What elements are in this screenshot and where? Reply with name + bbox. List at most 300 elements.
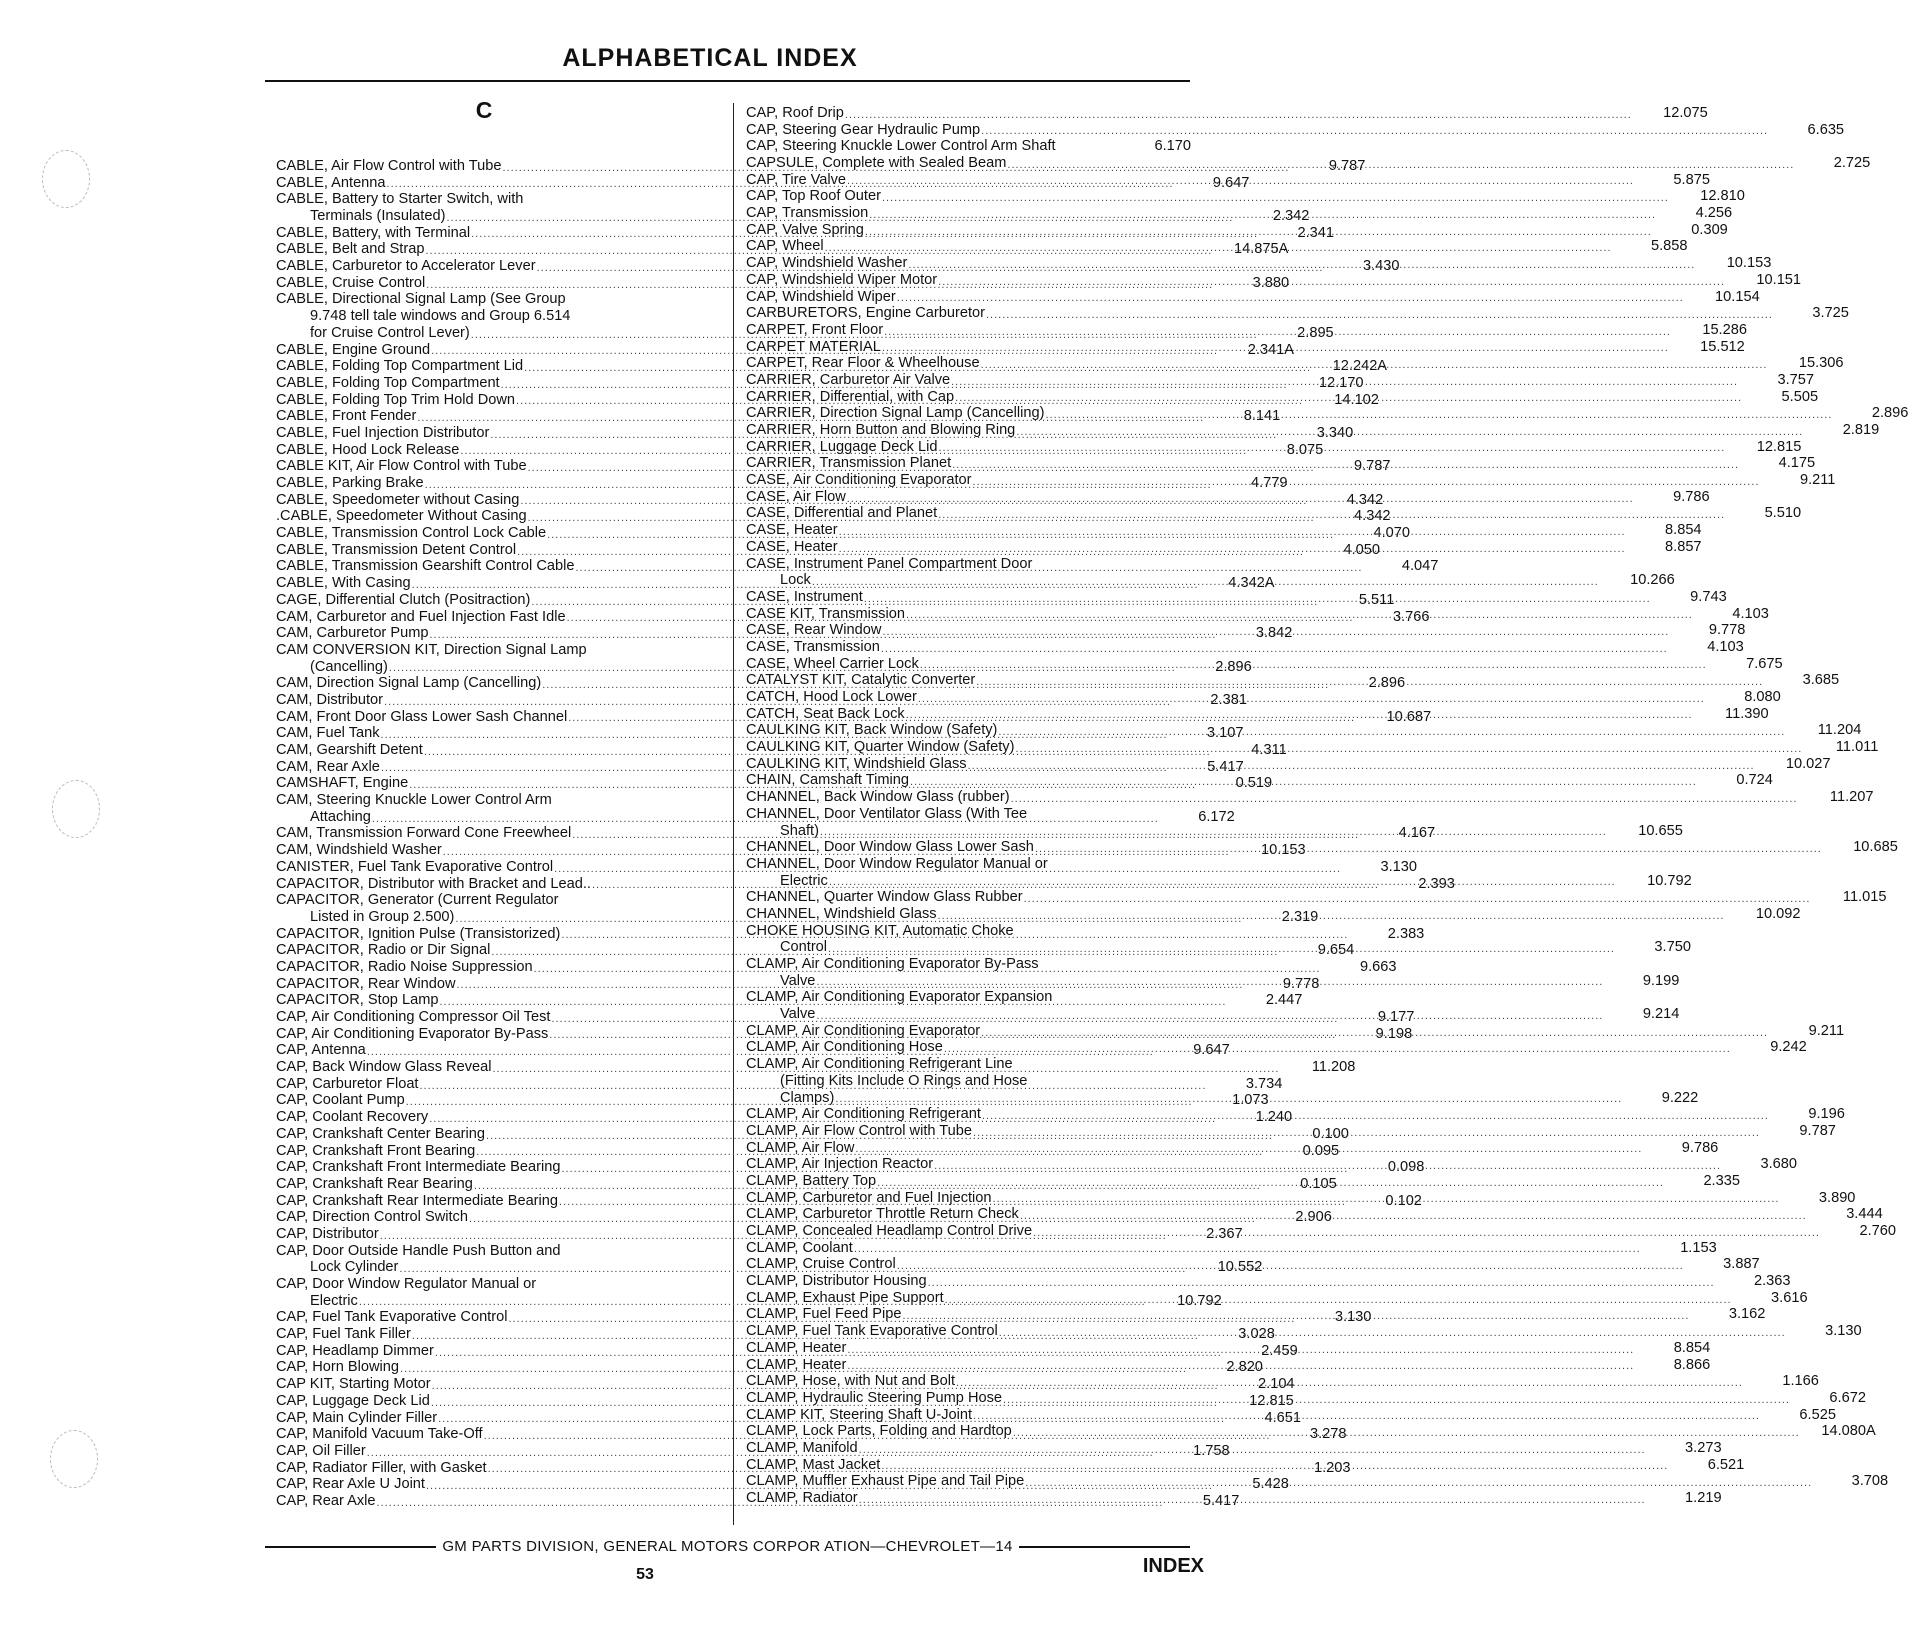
entry-reference: 8.854 (1673, 1339, 1711, 1356)
entry-reference: 12.242A (1332, 358, 1388, 375)
dot-leader (938, 441, 1725, 455)
entry-name: CLAMP, Air Conditioning Refrigerant (746, 1106, 981, 1123)
dot-leader (859, 1443, 1646, 1457)
entry-name: CLAMP, Distributor Housing (746, 1273, 927, 1290)
dot-leader (973, 1126, 1760, 1140)
entry-reference: 3.890 (1818, 1189, 1856, 1206)
entry-name: CLAMP, Carburetor and Fuel Injection (746, 1189, 992, 1206)
dot-leader (845, 108, 1632, 122)
dot-leader (839, 542, 1626, 556)
index-entry (276, 292, 722, 309)
entry-name: Terminals (Insulated) (310, 208, 446, 225)
index-entry (746, 188, 1745, 205)
index-entry (276, 892, 722, 909)
entry-reference: 4.311 (1251, 742, 1287, 759)
entry-name: CAM, Direction Signal Lamp (Cancelling) (276, 675, 542, 692)
entry-name: CAP, Transmission (746, 205, 869, 222)
index-entry (276, 308, 722, 325)
index-entry (276, 191, 722, 208)
index-entry (746, 956, 1191, 973)
entry-name: CAP, Steering Gear Hydraulic Pump (746, 121, 981, 138)
entry-name: CAP, Valve Spring (746, 221, 864, 238)
entry-name: CLAMP, Heater (746, 1356, 847, 1373)
entry-name: CAM, Carburetor Pump (276, 625, 429, 642)
entry-reference: 10.687 (1386, 708, 1432, 725)
entry-name: CLAMP, Hose, with Nut and Bolt (746, 1373, 956, 1390)
dot-leader (884, 325, 1671, 339)
entry-name: CARRIER, Carburetor Air Valve (746, 371, 951, 388)
entry-name: CAM, Distributor (276, 691, 384, 708)
entry-name: Listed in Group 2.500) (310, 908, 455, 925)
entry-reference: 2.335 (1703, 1172, 1740, 1189)
dot-leader (955, 391, 1742, 405)
entry-reference: 3.107 (1206, 725, 1244, 742)
entry-name: CANISTER, Fuel Tank Evaporative Control (276, 858, 554, 875)
entry-reference: 11.011 (1835, 739, 1879, 756)
entry-name: CHANNEL, Quarter Window Glass Rubber (746, 889, 1023, 906)
entry-name: CAP, Roof Drip (746, 104, 844, 121)
entry-name: CAPACITOR, Distributor with Bracket and Lead.. (276, 875, 591, 892)
entry-reference: 0.098 (1387, 1159, 1425, 1176)
dot-leader (1033, 1226, 1820, 1240)
entry-name: CHANNEL, Door Ventilator Glass (With Tee (746, 805, 1028, 822)
dot-leader (1020, 1209, 1807, 1223)
entry-reference: 3.028 (1238, 1326, 1275, 1343)
entry-name: Shaft) (780, 822, 819, 839)
entry-reference: 4.342A (1228, 575, 1275, 592)
dot-leader (928, 1276, 1715, 1290)
entry-name: CAP, Fuel Tank Evaporative Control (276, 1309, 508, 1326)
dot-leader (973, 475, 1760, 489)
entry-name: CAM, Fuel Tank (276, 725, 380, 742)
entry-reference: 3.278 (1309, 1426, 1347, 1443)
dot-leader (938, 275, 1725, 289)
entry-reference: 4.651 (1264, 1409, 1302, 1426)
entry-name: CAP, Windshield Wiper Motor (746, 271, 938, 288)
entry-name: CAP, Back Window Glass Reveal (276, 1059, 492, 1076)
entry-reference: 9.199 (1642, 972, 1680, 989)
entry-reference: 11.208 (1311, 1059, 1356, 1076)
entry-reference: 11.390 (1725, 705, 1769, 722)
entry-reference: 10.092 (1755, 905, 1801, 922)
dot-leader (859, 1493, 1646, 1507)
entry-name: CASE, Heater (746, 522, 838, 539)
entry-name: CABLE, Antenna (276, 174, 386, 191)
entry-reference: 9.663 (1359, 958, 1397, 975)
entry-reference: 5.428 (1252, 1476, 1289, 1493)
entry-reference: 6.635 (1807, 121, 1845, 138)
entry-reference: 9.778 (1708, 622, 1746, 639)
dot-leader (981, 358, 1768, 372)
entry-name: (Cancelling) (310, 658, 388, 675)
entry-name: Control (780, 939, 828, 956)
dot-leader (829, 875, 1616, 889)
entry-name: CAMSHAFT, Engine (276, 775, 409, 792)
entry-name: CATALYST KIT, Catalytic Converter (746, 672, 976, 689)
entry-reference: 9.647 (1193, 1042, 1230, 1059)
index-entry (746, 138, 1191, 155)
dot-leader (897, 291, 1684, 305)
entry-reference: 4.167 (1398, 825, 1436, 842)
dot-leader (945, 1293, 1732, 1307)
entry-name: CABLE, Transmission Gearshift Control Cable (276, 558, 575, 575)
dot-leader (968, 759, 1755, 773)
entry-name: CAP, Crankshaft Center Bearing (276, 1125, 486, 1142)
entry-reference: 9.211 (1799, 472, 1836, 489)
entry-name: CAPACITOR, Radio Noise Suppression (276, 958, 533, 975)
entry-name: Lock Cylinder (310, 1259, 399, 1276)
entry-name: CAPACITOR, Stop Lamp (276, 992, 439, 1009)
entry-name: CAP, Rear Axle U Joint (276, 1476, 425, 1493)
dot-leader (906, 708, 1693, 722)
entry-name: CARPET MATERIAL (746, 338, 881, 355)
entry-name: Valve (780, 1006, 816, 1023)
entry-name: Lock (780, 572, 811, 589)
entry-reference: 2.459 (1261, 1342, 1298, 1359)
entry-reference: 5.511 (1358, 591, 1395, 608)
entry-name: CABLE, Folding Top Trim Hold Down (276, 391, 516, 408)
entry-name: CARRIER, Transmission Planet (746, 455, 952, 472)
entry-name: CLAMP, Heater (746, 1339, 847, 1356)
dot-leader (877, 1176, 1664, 1190)
dot-leader (825, 241, 1612, 255)
index-entry (276, 642, 722, 659)
entry-name: CABLE KIT, Air Flow Control with Tube (276, 458, 527, 475)
entry-name: Electric (780, 872, 828, 889)
entry-reference: 10.685 (1853, 839, 1898, 856)
entry-name: CLAMP, Air Injection Reactor (746, 1156, 934, 1173)
entry-name: CABLE, Fuel Injection Distributor (276, 424, 490, 441)
entry-reference: 4.103 (1707, 638, 1744, 655)
entry-reference: 9.787 (1354, 458, 1391, 475)
entry-name: CHANNEL, Door Window Regulator Manual or (746, 855, 1048, 872)
dot-leader (938, 909, 1725, 923)
entry-reference: 10.154 (1715, 288, 1760, 305)
dot-leader (1016, 425, 1803, 439)
entry-reference: 2.895 (1297, 324, 1334, 341)
entry-reference: 2.820 (1226, 1359, 1263, 1376)
entry-name: CAM, Transmission Forward Cone Freewheel (276, 825, 572, 842)
entry-reference: 2.760 (1859, 1223, 1896, 1240)
entry-name: CHAIN, Camshaft Timing (746, 772, 910, 789)
entry-reference: 6.525 (1799, 1406, 1836, 1423)
entry-name: CLAMP, Coolant (746, 1239, 853, 1256)
entry-reference: 1.240 (1255, 1109, 1293, 1126)
entry-reference: 5.875 (1673, 171, 1710, 188)
entry-reference: 9.214 (1642, 1006, 1680, 1023)
dot-leader (1045, 408, 1832, 422)
entry-reference: 10.266 (1630, 572, 1675, 589)
entry-name: CLAMP, Cruise Control (746, 1256, 896, 1273)
dot-leader (855, 1142, 1642, 1156)
entry-name: CARPET, Front Floor (746, 321, 884, 338)
entry-name: CASE, Wheel Carrier Lock (746, 655, 919, 672)
entry-name: Clamps) (780, 1089, 835, 1106)
entry-reference: 9.743 (1690, 588, 1727, 605)
entry-name: CAP, Main Cylinder Filler (276, 1409, 438, 1426)
entry-name: CLAMP, Air Conditioning Evaporator Expansion (746, 989, 1053, 1006)
entry-reference: 3.616 (1771, 1289, 1808, 1306)
entry-reference: 10.792 (1177, 1292, 1222, 1309)
entry-name: CLAMP, Fuel Feed Pipe (746, 1306, 902, 1323)
entry-name: CLAMP, Air Flow (746, 1139, 855, 1156)
entry-reference: 3.708 (1851, 1473, 1889, 1490)
entry-reference: 6.172 (1198, 808, 1235, 825)
entry-reference: 2.447 (1265, 992, 1303, 1009)
dot-leader (906, 608, 1693, 622)
entry-reference: 3.130 (1334, 1309, 1372, 1326)
index-entry (746, 556, 1191, 573)
entry-reference: 10.153 (1726, 255, 1772, 272)
entry-reference: 7.675 (1746, 655, 1783, 672)
entry-name: CAM, Front Door Glass Lower Sash Channel (276, 708, 568, 725)
entry-reference: 4.175 (1778, 455, 1816, 472)
dot-leader (902, 1309, 1689, 1323)
entry-reference: 3.680 (1760, 1156, 1798, 1173)
entry-reference: 5.417 (1202, 1492, 1240, 1509)
entry-name: CABLE, Folding Top Compartment Lid (276, 358, 524, 375)
dot-leader (952, 458, 1739, 472)
entry-reference: 10.792 (1647, 872, 1692, 889)
entry-name: CHANNEL, Door Window Glass Lower Sash (746, 839, 1034, 856)
entry-reference: 10.552 (1217, 1259, 1263, 1276)
entry-name: CAP, Coolant Pump (276, 1092, 405, 1109)
entry-reference: 2.367 (1206, 1225, 1243, 1242)
entry-name: for Cruise Control Lever) (310, 324, 470, 341)
entry-name: CASE KIT, Transmission (746, 605, 905, 622)
entry-reference: 11.015 (1842, 889, 1887, 906)
index-entry (746, 104, 1708, 122)
dot-leader (938, 508, 1725, 522)
entry-reference: 3.430 (1362, 258, 1400, 275)
entry-reference: 15.306 (1798, 355, 1844, 372)
entry-reference: 4.256 (1695, 205, 1733, 222)
entry-reference: 8.857 (1665, 538, 1702, 555)
entry-reference: 2.363 (1753, 1273, 1791, 1290)
entry-name: CAP, Crankshaft Front Bearing (276, 1142, 476, 1159)
entry-name: CAP, Crankshaft Rear Intermediate Bearing (276, 1192, 559, 1209)
entry-name: CAP, Door Window Regulator Manual or (276, 1276, 537, 1293)
entry-reference: 10.027 (1785, 755, 1831, 772)
entry-name: CAP, Crankshaft Front Intermediate Bearing (276, 1159, 561, 1176)
dot-leader (847, 174, 1634, 188)
entry-reference: 14.080A (1821, 1423, 1876, 1440)
entry-reference: 3.734 (1245, 1075, 1283, 1092)
entry-reference: 4.047 (1401, 558, 1439, 575)
entry-name: CASE, Rear Window (746, 622, 882, 639)
entry-name: CAPACITOR, Rear Window (276, 975, 456, 992)
entry-name: CLAMP, Hydraulic Steering Pump Hose (746, 1389, 1003, 1406)
entry-name: CABLE, Hood Lock Release (276, 441, 460, 458)
index-entry (746, 288, 1760, 306)
entry-reference: 1.758 (1193, 1442, 1230, 1459)
dot-leader (998, 725, 1785, 739)
entry-name: CAP, Headlamp Dimmer (276, 1342, 434, 1359)
entry-name: CAULKING KIT, Windshield Glass (746, 755, 967, 772)
entry-name: CARRIER, Horn Button and Blowing Ring (746, 422, 1016, 439)
binder-hole-top (42, 150, 90, 208)
dot-leader (812, 575, 1599, 589)
dot-leader (847, 1343, 1634, 1357)
entry-reference: 2.896 (1368, 675, 1406, 692)
entry-reference: 9.211 (1808, 1022, 1845, 1039)
binder-hole-bottom (50, 1430, 98, 1488)
dot-leader (1007, 158, 1794, 172)
dot-leader (816, 1009, 1603, 1023)
entry-reference: 9.787 (1799, 1122, 1836, 1139)
index-entry (746, 923, 1191, 940)
entry-name: CAP, Carburetor Float (276, 1075, 419, 1092)
dot-leader (847, 1359, 1634, 1373)
entry-name: CABLE, Transmission Control Lock Cable (276, 525, 547, 542)
entry-reference: 2.906 (1295, 1209, 1332, 1226)
footer-rule-left (265, 1546, 436, 1548)
entry-name: CARPET, Rear Floor & Wheelhouse (746, 355, 980, 372)
entry-reference: 15.286 (1702, 321, 1747, 338)
entry-name: .CABLE, Speedometer Without Casing (276, 508, 527, 525)
entry-name: CAP, Fuel Tank Filler (276, 1326, 411, 1343)
entry-name: CABLE, Folding Top Compartment (276, 374, 500, 391)
dot-leader (908, 258, 1695, 272)
entry-reference: 2.383 (1387, 925, 1425, 942)
entry-reference: 3.340 (1316, 424, 1354, 441)
entry-reference: 10.153 (1260, 842, 1306, 859)
entry-name: CAP, Door Outside Handle Push Button and (276, 1242, 561, 1259)
entry-reference: 3.130 (1825, 1323, 1862, 1340)
entry-name: CAP, Coolant Recovery (276, 1109, 429, 1126)
entry-reference: 2.342 (1272, 208, 1310, 225)
entry-name: CABLE, Parking Brake (276, 475, 424, 492)
entry-name: CAPACITOR, Generator (Current Regulator (276, 892, 559, 909)
entry-reference: 4.342 (1346, 491, 1384, 508)
entry-reference: 3.130 (1380, 858, 1418, 875)
entry-name: CABLE, Transmission Detent Control (276, 541, 517, 558)
entry-reference: 1.219 (1685, 1490, 1722, 1507)
entry-name: (Fitting Kits Include O Rings and Hose (780, 1072, 1028, 1089)
dot-leader (934, 1159, 1721, 1173)
entry-reference: 1.153 (1680, 1239, 1717, 1256)
entry-name: CLAMP, Lock Parts, Folding and Hardtop (746, 1423, 1012, 1440)
entry-name: CABLE, Air Flow Control with Tube (276, 157, 502, 174)
page-number: 53 (636, 1566, 654, 1583)
entry-reference: 3.273 (1685, 1439, 1722, 1456)
entry-reference: 2.819 (1842, 422, 1880, 439)
entry-reference: 8.866 (1673, 1356, 1711, 1373)
dot-leader (999, 1326, 1786, 1340)
dot-leader (882, 341, 1669, 355)
entry-name: CAM, Steering Knuckle Lower Control Arm (276, 792, 552, 809)
entry-reference: 4.342 (1354, 508, 1391, 525)
index-entry (746, 856, 1191, 873)
entry-name: CAULKING KIT, Quarter Window (Safety) (746, 739, 1015, 756)
entry-name: CAP, Rear Axle (276, 1492, 376, 1509)
entry-name: Valve (780, 972, 816, 989)
index-entry (746, 1239, 1717, 1257)
entry-name: CLAMP, Exhaust Pipe Support (746, 1289, 944, 1306)
dot-leader (869, 208, 1656, 222)
dot-leader (1013, 1426, 1800, 1440)
entry-name: CAPSULE, Complete with Sealed Beam (746, 155, 1007, 172)
entry-reference: 8.854 (1665, 522, 1702, 539)
entry-name: CLAMP, Air Conditioning Hose (746, 1039, 943, 1056)
entry-reference: 0.519 (1235, 775, 1273, 792)
entry-name: CAP, Horn Blowing (276, 1359, 400, 1376)
entry-name: CLAMP, Battery Top (746, 1172, 877, 1189)
entry-reference: 4.070 (1373, 525, 1411, 542)
entry-name: Electric (310, 1292, 358, 1309)
dot-leader (973, 1409, 1760, 1423)
entry-name: CAM, Gearshift Detent (276, 742, 423, 759)
entry-reference: 0.724 (1736, 772, 1773, 789)
dot-leader (993, 1192, 1780, 1206)
dot-leader (854, 1242, 1641, 1256)
entry-name: CABLE, Belt and Strap (276, 241, 425, 258)
entry-name: CAP, Oil Filler (276, 1442, 366, 1459)
entry-name: CARRIER, Differential, with Cap (746, 388, 955, 405)
entry-name: CARRIER, Luggage Deck Lid (746, 438, 938, 455)
entry-name: CASE, Air Flow (746, 488, 846, 505)
entry-name: CASE, Air Conditioning Evaporator (746, 472, 972, 489)
entry-name: CAP, Manifold Vacuum Take-Off (276, 1426, 483, 1443)
dot-leader (828, 942, 1615, 956)
entry-reference: 9.778 (1282, 975, 1320, 992)
index-entry (276, 1243, 722, 1260)
entry-reference: 0.309 (1691, 221, 1728, 238)
entry-reference: 0.100 (1312, 1125, 1349, 1142)
dot-leader (956, 1376, 1743, 1390)
entry-reference: 2.341A (1247, 341, 1295, 358)
page-title: ALPHABETICAL INDEX (562, 44, 858, 72)
footer (265, 1538, 1190, 1555)
dot-leader (1003, 1393, 1790, 1407)
dot-leader (982, 1109, 1769, 1123)
index-entry (746, 638, 1744, 656)
entry-name: CARRIER, Direction Signal Lamp (Cancelling) (746, 405, 1045, 422)
entry-name: CAP, Windshield Wiper (746, 288, 896, 305)
section-letter: C (475, 97, 493, 123)
dot-leader (918, 692, 1705, 706)
entry-name: CAM, Rear Axle (276, 758, 380, 775)
index-entry (746, 121, 1845, 139)
entry-name: CAM, Windshield Washer (276, 842, 442, 859)
entry-reference: 11.204 (1817, 722, 1862, 739)
entry-name: CLAMP, Air Conditioning Refrigerant Line (746, 1056, 1013, 1073)
entry-reference: 2.393 (1418, 875, 1455, 892)
entry-name: CLAMP, Air Flow Control with Tube (746, 1122, 973, 1139)
entry-name: CAP KIT, Starting Motor (276, 1376, 431, 1393)
entry-name: CABLE, Cruise Control (276, 274, 426, 291)
index-entry (746, 889, 1887, 906)
dot-leader (882, 625, 1669, 639)
entry-reference: 3.444 (1846, 1206, 1883, 1223)
entry-name: CLAMP, Carburetor Throttle Return Check (746, 1206, 1019, 1223)
dot-leader (981, 1026, 1768, 1040)
entry-name: CAPACITOR, Ignition Pulse (Transistorized) (276, 925, 561, 942)
entry-reference: 2.341 (1297, 224, 1335, 241)
dot-leader (1015, 742, 1802, 756)
entry-reference: 14.102 (1334, 391, 1379, 408)
entry-reference: 3.725 (1812, 305, 1849, 322)
entry-name: CHOKE HOUSING KIT, Automatic Choke (746, 922, 1014, 939)
dot-leader (1024, 892, 1811, 906)
entry-reference: 3.685 (1802, 672, 1840, 689)
binder-hole-middle (52, 780, 100, 838)
dot-leader (820, 825, 1607, 839)
dot-leader (847, 492, 1634, 506)
entry-name: CAP, Windshield Washer (746, 255, 908, 272)
entry-name: CAP, Air Conditioning Evaporator By-Pass (276, 1025, 549, 1042)
dot-leader (976, 675, 1763, 689)
